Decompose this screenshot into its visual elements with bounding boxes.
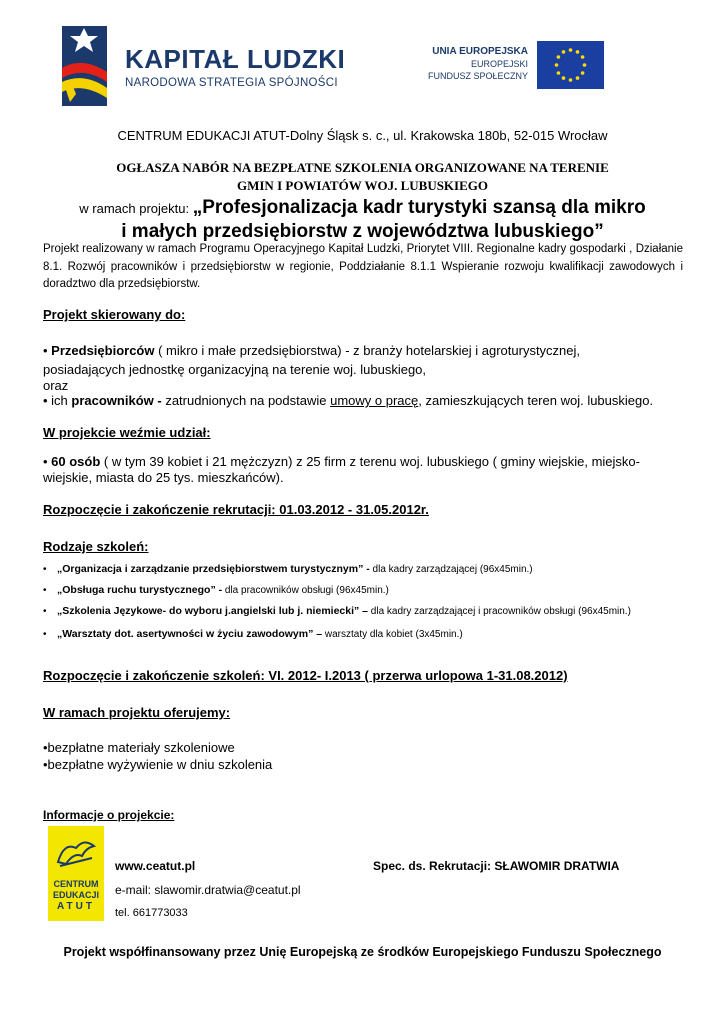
recruitment-specialist: Spec. ds. Rekrutacji: SŁAWOMIR DRATWIA [373,859,620,873]
training-item-desc: dla kadry zarządzającej i pracowników obsługi (96x45min.) [368,606,631,617]
target-b2-underlined: umowy o pracę [330,393,419,408]
project-prefix: w ramach projektu: [79,201,193,216]
training-item-desc: warsztaty dla kobiet (3x45min.) [322,629,463,640]
target-bullet-1-line-2: posiadających jednostkę organizacyjną na terenie woj. lubuskiego, [43,362,427,377]
target-heading: Projekt skierowany do: [43,307,186,322]
atut-logo-text-2: EDUKACJI [52,890,99,900]
recruitment-dates: Rozpoczęcie i zakończenie rekrutacji: 01.03.2012 - 31.05.2012r. [43,502,429,517]
email-link[interactable]: e-mail: slawomir.dratwia@ceatut.pl [115,883,301,897]
atut-logo-text-3: ATUT [57,901,95,912]
target-oraz: oraz [43,378,69,393]
project-title-line-1 [0,196,725,220]
kapital-ludzki-logo-icon [62,26,107,106]
atut-logo-text-1: CENTRUM [53,879,99,889]
eu-line-1: UNIA EUROPEJSKA [432,46,528,57]
project-title [0,196,725,243]
target-b2-mid: zatrudnionych na podstawie [161,393,331,408]
target-b2-bold: pracowników - [71,393,162,408]
announcement-line-2: GMIN I POWIATÓW WOJ. LUBUSKIEGO [236,178,488,193]
offer-item-2: •bezpłatne wyżywienie w dniu szkolenia [43,757,273,772]
cofinancing-footer: Projekt współfinansowany przez Unię Europejską ze środków Europejskiego Funduszu Społecznego [63,945,662,959]
offer-item-1: •bezpłatne materiały szkoleniowe [43,740,235,755]
training-item-title: „Warsztaty dot. asertywności w życiu zawodowym” – [57,628,323,640]
participants-line-2: wiejskie, miasta do 25 tys. mieszkańców). [43,470,284,485]
participants-line-1: • 60 osób ( w tym 39 kobiet i 21 mężczyzn) z 25 firm z terenu woj. lubuskiego ( gminy wiejskie, miejsko- [43,454,640,469]
training-item: • „Warsztaty dot. asertywności w życiu zawodowym” – warsztaty dla kobiet (3x45min.) [43,628,463,640]
training-item-title: „Organizacja i zarządzanie przedsiębiorstwem turystycznym” - [57,563,370,575]
target-bullet-1: • Przedsiębiorców ( mikro i małe przedsiębiorstwa) - z branży hotelarskiej i agroturystycznej, [43,343,581,358]
participants-bold: 60 osób [51,454,101,469]
training-item: • „Szkolenia Językowe- do wyboru j.angielski lub j. niemiecki” – dla kadry zarządzającej i pracowników obsługi (96x45min.) [43,605,631,617]
training-item-title: „Szkolenia Językowe- do wyboru j.angielski lub j. niemiecki” – [57,605,369,617]
eu-line-3: FUNDUSZ SPOŁECZNY [427,71,528,81]
target-b2-end: , zamieszkujących teren woj. lubuskiego. [418,393,654,408]
training-item-desc: dla pracowników obsługi (96x45min.) [222,585,389,596]
offer-heading: W ramach projektu oferujemy: [43,705,231,720]
project-title-text-1: „Profesjonalizacja kadr turystyki szansą dla mikro [192,197,646,218]
target-b2-pre: ich [51,393,72,408]
participants-heading: W projekcie weźmie udział: [43,425,211,440]
participants-rest: ( w tym 39 kobiet i 21 mężczyzn) z 25 firm z terenu woj. lubuskiego ( gminy wiejskie, miejsko- [100,454,640,469]
training-item: • „Organizacja i zarządzanie przedsiębiorstwem turystycznym” - dla kadry zarządzającej (96x45min.) [43,563,533,575]
target-b1-bold: Przedsiębiorców [51,343,155,358]
organizer-line: CENTRUM EDUKACJI ATUT-Dolny Śląsk s. c., ul. Krakowska 180b, 52-015 Wrocław [117,128,608,143]
website-link[interactable]: www.ceatut.pl [115,859,196,873]
training-item: • „Obsługa ruchu turystycznego” - dla pracowników obsługi (96x45min.) [43,584,389,596]
project-title-line-2: i małych przedsiębiorstw z województwa lubuskiego” [121,221,604,242]
eu-text [400,46,528,82]
training-schedule: Rozpoczęcie i zakończenie szkoleń: VI. 2012- I.2013 ( przerwa urlopowa 1-31.08.2012) [43,668,568,683]
info-heading: Informacje o projekcie: [43,808,175,822]
target-b1-rest: ( mikro i małe przedsiębiorstwa) - z branży hotelarskiej i agroturystycznej, [154,343,581,358]
kapital-ludzki-title: KAPITAŁ LUDZKI [125,44,346,74]
project-intro: Projekt realizowany w ramach Programu Operacyjnego Kapitał Ludzki, Priorytet VIII. Regionalne kadry gospodarki , Działanie 8.1. Rozwój pracowników i przedsiębiorstw w regionie, Poddziałanie 8.1.1 Wspieranie rozwoju kwalifikacji zawodowych i doradztwo dla przedsiębiorstw. [43,243,683,290]
hand-book-icon [54,834,98,870]
announcement-line-1: OGŁASZA NABÓR NA BEZPŁATNE SZKOLENIA ORGANIZOWANE NA TERENIE [116,160,609,175]
training-item-title: „Obsługa ruchu turystycznego” - [57,584,223,596]
kapital-ludzki-subtitle: NARODOWA STRATEGIA SPÓJNOŚCI [125,77,338,89]
eu-line-2: EUROPEJSKI [470,59,528,69]
trainings-heading: Rodzaje szkoleń: [43,539,149,554]
centrum-edukacji-atut-logo [48,826,104,921]
phone-number: tel. 661773033 [115,907,188,919]
training-item-desc: dla kadry zarządzającej (96x45min.) [369,564,533,575]
target-bullet-2: • ich pracowników - zatrudnionych na podstawie umowy o pracę, zamieszkujących teren woj. lubuskiego. [43,393,654,408]
eu-flag-icon [537,41,604,89]
